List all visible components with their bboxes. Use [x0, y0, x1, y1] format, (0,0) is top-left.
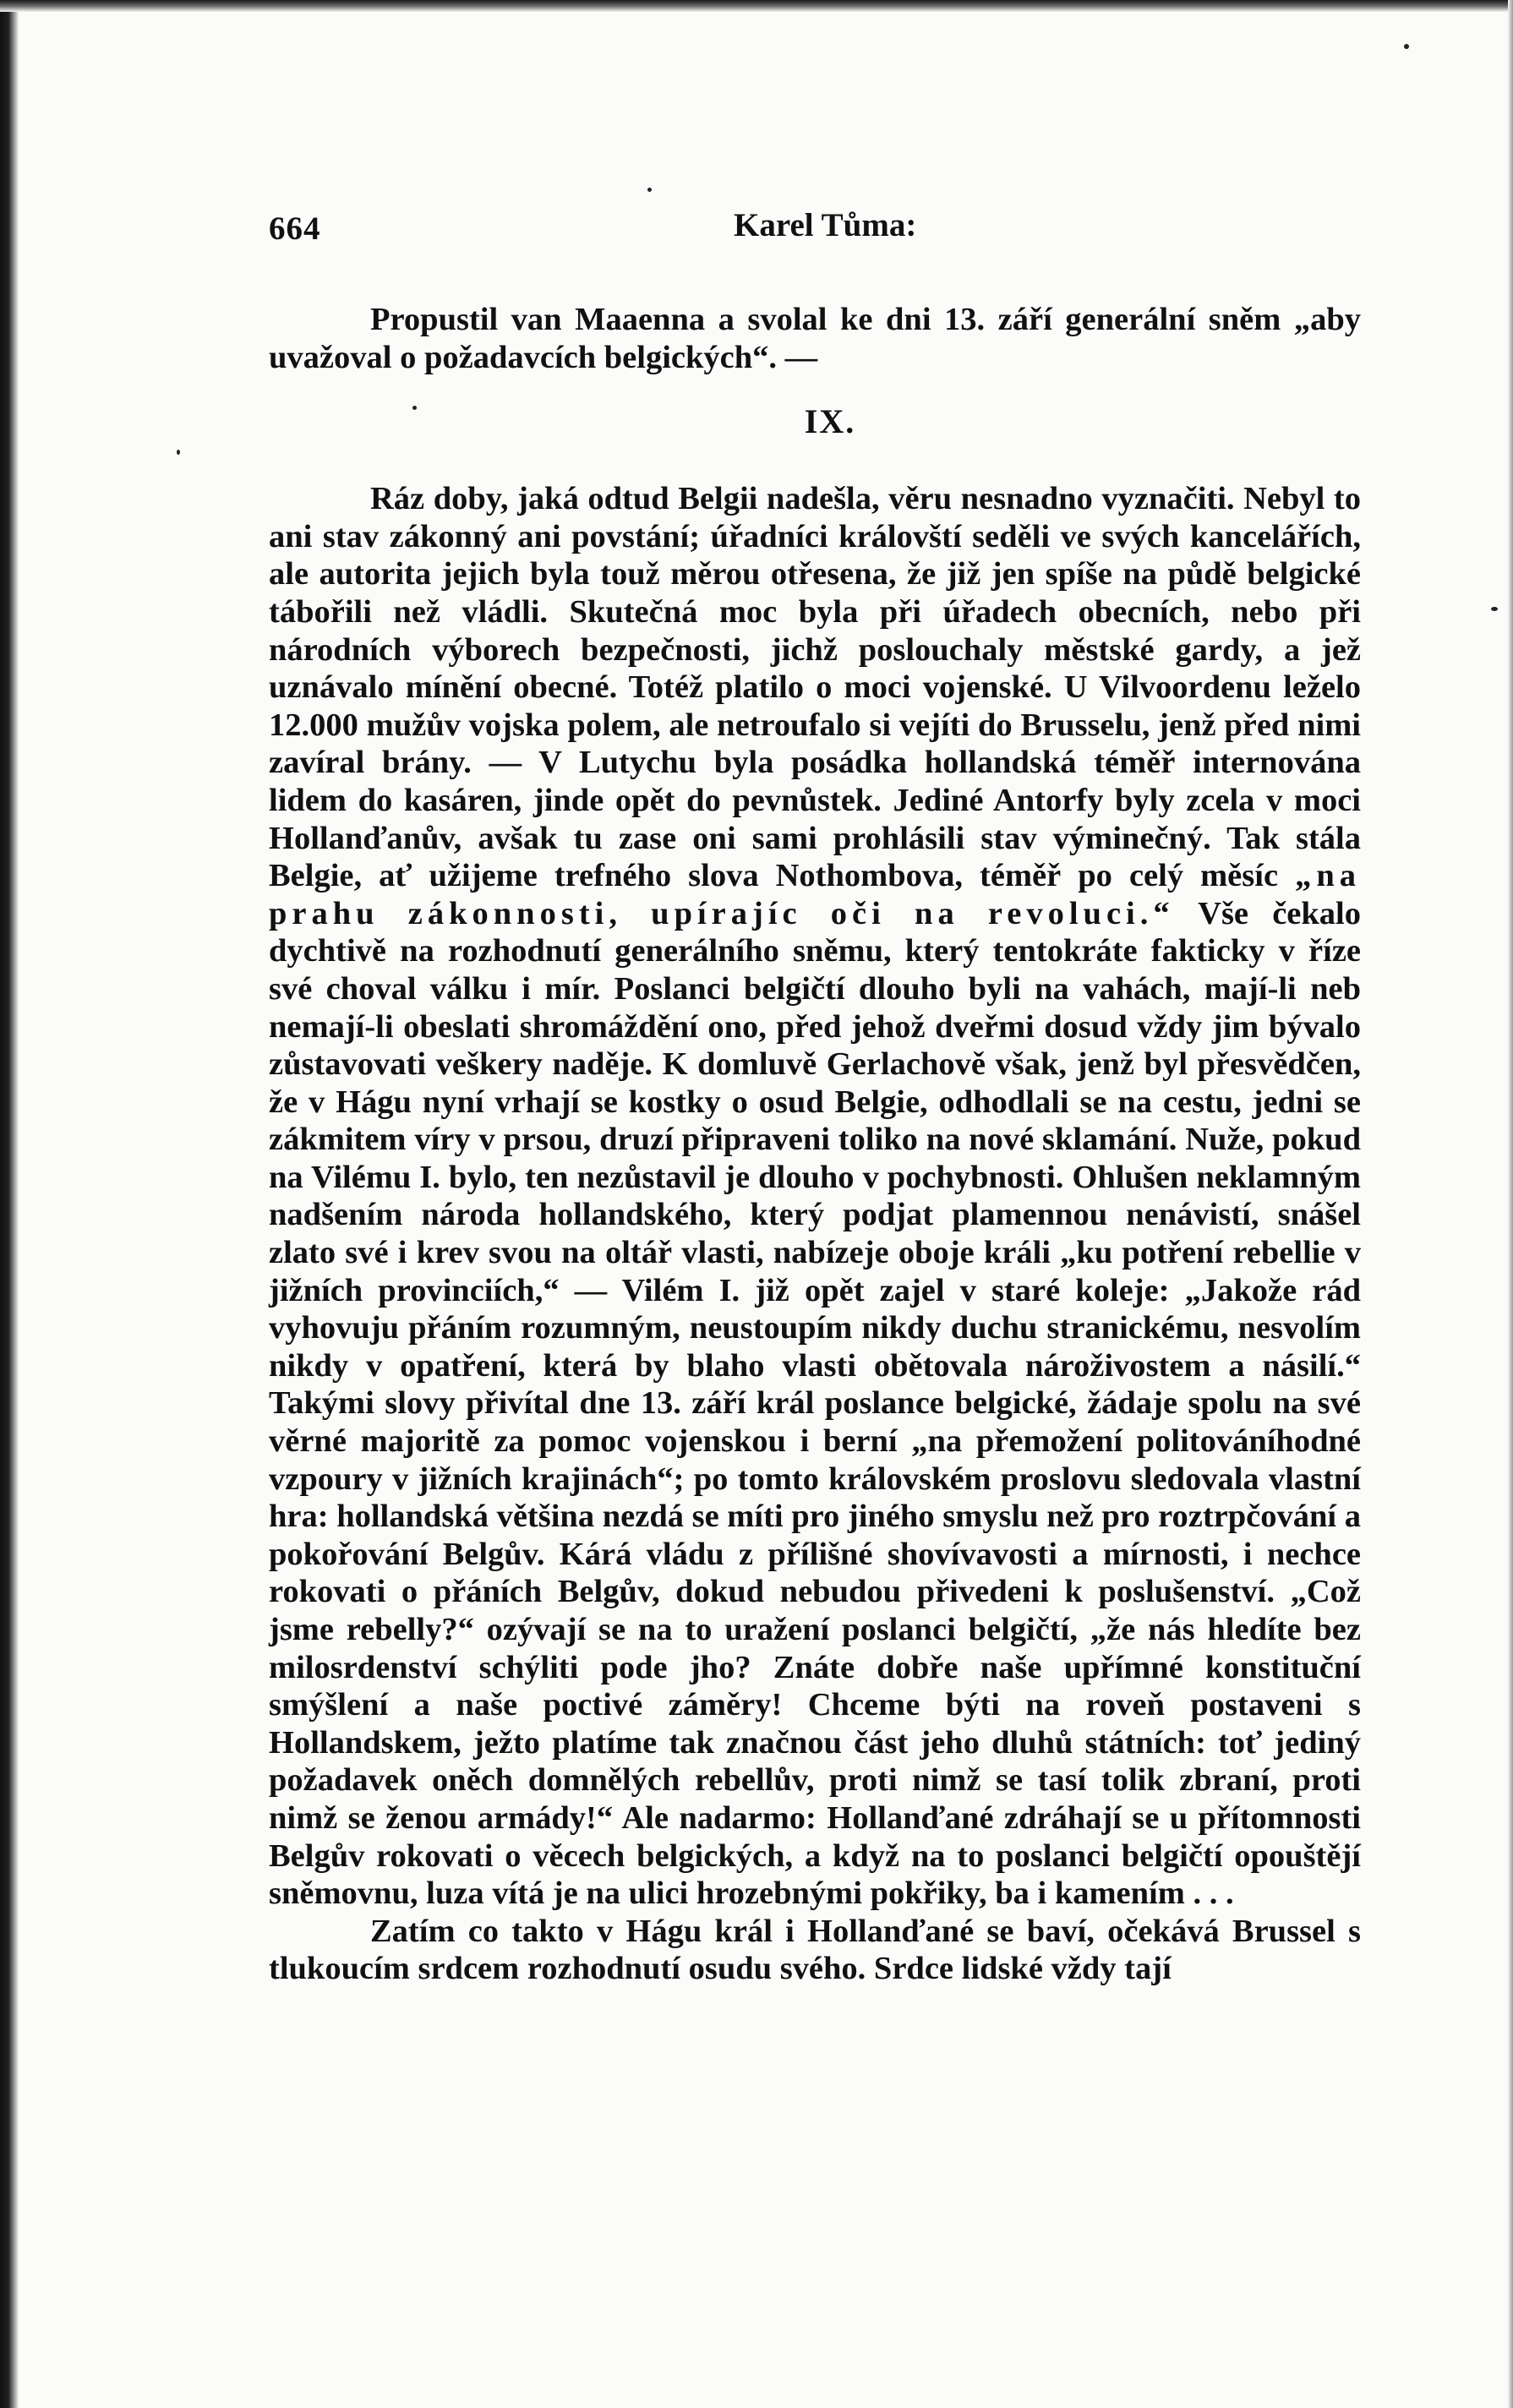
- scan-speck: [177, 450, 180, 455]
- page-number: 664: [269, 210, 321, 247]
- top-scan-edge: [0, 0, 1513, 12]
- spaced-quotation: „na prahu zákonnosti, upírajíc oči na revoluci.“: [269, 858, 1362, 931]
- book-page: [269, 194, 1361, 1988]
- scan-speck: [1404, 44, 1409, 49]
- paragraph-intro: Propustil van Maaenna a svolal ke dni 13. září generální sněm „aby uvažoval o požadavcích belgických“. —: [269, 302, 1361, 375]
- right-scan-edge: [1508, 0, 1513, 2408]
- running-title: Karel Tůma:: [734, 207, 917, 243]
- section-heading: IX.: [804, 402, 856, 441]
- paragraph-main-text-2: Vše čekalo dychtivě na rozhodnutí generálního sněmu, který tentokráte fakticky v říze své choval válku i mír. Poslanci belgičtí dlouho byli na vahách, mají-li neb nemají-li obeslati shromáždění ono, před jehož dveřmi dosud vždy jim bývalo zůstavovati veškery naděje. K domluvě Gerlachově však, jenž byl přesvědčen, že v Hágu nyní vrhají se kostky o osud Belgie, odhodlali se na cestu, jedni se zákmitem víry v prsou, druzí připraveni toliko na nové sklamání. Nuže, pokud na Vilému I. bylo, ten nezůstavil je dlouho v pochybnosti. Ohlušen neklamným nadšením národa hollandského, který podjat plamennou nenávistí, snášel zlato své i krev svou na oltář vlasti, nabízeje oboje králi „ku potření rebellie v jižních provinciích,“ — Vilém I. již opět zajel v staré koleje: „Jakože rád vyhovuju přáním rozumným, neustoupím nikdy duchu stranickému, nesvolím nikdy v opatření, která by blaho vlasti obětovala nároživostem a násilí.“ Takými slovy přivítal dne 13. září král poslance belgické, žádaje spolu na své věrné majoritě za pomoc vojenskou i berní „na přemožení politováníhodné vzpoury v jižních krajinách“; po tomto královském proslovu sledovala vlastní hra: hollandská většina nezdá se míti pro jiného smyslu než pro roztrpčování a pokořování Belgův. Kárá vládu z přílišné shovívavosti a mírnosti, i nechce rokovati o přáních Belgův, dokud nebudou přivedeni k poslušenství. „Což jsme rebelly?“ ozývají se na to uražení poslanci belgičtí, „že nás hledíte bez milosrdenství schýliti pode jho? Znáte dobře naše upřímné konstituční smýšlení a naše poctivé záměry! Chceme býti na roveň postaveni s Hollandskem, ježto platíme tak značnou část jeho dluhů státních: toť jediný požadavek oněch domnělých rebellův, proti nimž se tasí tolik zbraní, proti nimž se ženou armády!“ Ale nadarmo: Hollanďané zdráhají se u přítomnosti Belgův rokovati o věcech belgických, a když na to poslanci belgičtí opouštějí sněmovnu, luza vítá je na ulici hrozebnými pokřiky, ba i kamením . . .: [269, 895, 1361, 1912]
- running-head: [269, 194, 1361, 245]
- paragraph-main-text-1: Ráz doby, jaká odtud Belgii nadešla, věru nesnadno vyznačiti. Nebyl to ani stav zákonný ani povstání; úřadníci královští seděli ve svých kancelářích, ale autorita jejich byla touž měrou otřesena, že již jen spíše na půdě belgické tábořili než vládli. Skutečná moc byla při úřadech obecních, nebo při národních výborech bezpečnosti, jichž poslouchaly městské gardy, a jež uznávalo mínění obecné. Totéž platilo o moci vojenské. U Vilvoordenu leželo 12.000 mužův vojska polem, ale netroufalo si vejíti do Brusselu, jenž před nimi zavíral brány. — V Lutychu byla posádka hollandská téměř internována lidem do kasáren, jinde opět do pevnůstek. Jediné Antorfy byly zcela v moci Hollanďanův, avšak tu zase oni sami prohlásili stav výminečný. Tak stála Belgie, ať užijeme trefného slova Nothombova, téměř po celý měsíc: [269, 481, 1361, 894]
- scan-speck: [647, 188, 652, 192]
- paragraph-main: [269, 480, 1361, 1913]
- left-scan-edge: [0, 0, 19, 2408]
- paragraph-closing: Zatím co takto v Hágu král i Hollanďané se baví, očekává Brussel s tlukoucím srdcem rozhodnutí osudu svého. Srdce lidské vždy tají: [269, 1913, 1361, 1987]
- scan-speck: [1491, 607, 1498, 611]
